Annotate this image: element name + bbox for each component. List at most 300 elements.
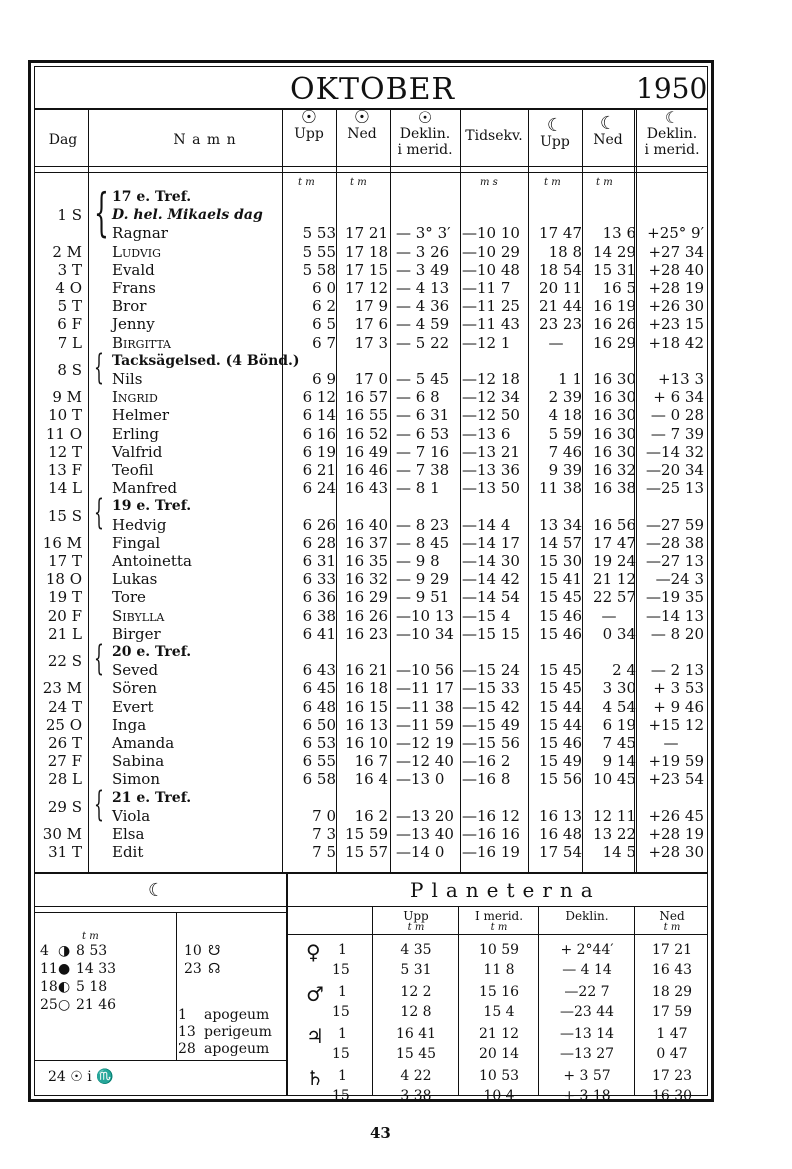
grid-hline [34,872,708,874]
sun-rise: 6 14 [302,406,336,425]
sun-decl: — 9 51 [396,588,450,607]
day-label: 4 O [55,279,82,297]
sun-rise: 6 58 [302,770,336,789]
moon-rise: 9 39 [548,461,582,479]
time-eq: —15 33 [462,679,520,698]
day-name: Seved [112,661,159,680]
sun-set: 16 57 [345,388,388,407]
sun-rise: 6 38 [302,606,336,625]
planet-mer: 20 14 [478,1046,520,1062]
sun-rise: 6 43 [302,661,336,680]
day-name: Hedvig [112,515,167,534]
sun-decl: —10 34 [396,624,454,643]
day-label: 31 T [48,843,82,862]
moon-set: 10 45 [593,770,636,789]
sun-rise: 6 55 [302,752,336,771]
moon-rise: 23 23 [539,315,582,334]
sun-decl: — 6 31 [396,406,450,425]
day-row [38,443,708,461]
moon-rise: 5 59 [548,424,582,443]
sun-decl: — 9 8 [396,552,440,570]
planet-dec: —23 44 [559,1004,615,1020]
moon-rise: 1 1 [558,370,582,388]
phase-time: 8 53 [76,943,108,959]
sun-set: 16 49 [345,442,388,461]
day-name: Elsa [112,825,145,843]
grid-hline [34,912,286,913]
sun-rise: 7 3 [312,825,336,843]
day-name: Evert [112,697,154,716]
note-text: 21 e. Tref. [112,789,192,806]
moon-rise: 2 39 [548,388,582,407]
day-row [38,334,708,352]
planet-dec: —22 7 [564,984,610,1000]
day-row [38,552,708,570]
sun-rise: 5 53 [302,224,336,243]
header-moon-decl: ☾ Deklin. i merid. [644,108,700,158]
moon-rise: 17 54 [539,843,582,862]
moon-decl: +28 19 [648,825,704,843]
sun-set: 16 18 [345,679,388,698]
sun-rise: 6 9 [312,370,336,388]
planet-up: 16 41 [395,1026,437,1042]
moon-set: 4 54 [602,697,636,716]
moon-set: 6 19 [602,715,636,734]
moon-decl: —27 59 [646,515,704,534]
moon-rise: 15 45 [539,679,582,698]
planet-up: 4 35 [400,942,432,958]
moon-decl: + 9 46 [653,697,704,716]
moon-set: 16 30 [593,370,636,388]
phase-time: 14 33 [76,961,117,977]
sun-decl: —13 0 [396,770,445,789]
time-eq: —14 30 [462,552,520,570]
sun-decl: — 5 45 [396,370,450,388]
moon-rise: 15 44 [539,715,582,734]
planet-ned: 1 47 [656,1026,688,1042]
moon-set: 14 5 [602,843,636,862]
header-moon-up: ☾ Upp [540,115,570,150]
day-label: 5 T [57,297,82,316]
sun-decl: — 5 22 [396,333,450,352]
moon-rise: 20 11 [539,279,582,297]
sun-set: 16 40 [345,515,388,534]
sun-rise: 7 0 [312,806,336,825]
day-label: 28 L [48,770,82,789]
moon-set: 13 22 [593,825,636,843]
day-label: 1 S [57,206,82,225]
units-moon-up: t m [544,177,561,188]
moon-set: 9 14 [602,752,636,771]
sun-rise: 6 53 [302,734,336,752]
time-eq: —10 48 [462,260,520,279]
day-name: Inga [112,715,147,734]
moon-decl: +23 15 [648,315,704,334]
brace: { [94,493,104,534]
sun-rise: 6 24 [302,479,336,498]
day-row [38,315,708,333]
sun-decl: — 3 26 [396,242,450,261]
time-eq: —16 8 [462,770,511,789]
planet-mer: 15 4 [483,1004,515,1020]
sun-decl: — 8 45 [396,533,450,552]
sun-set: 16 2 [354,806,388,825]
time-eq: —12 34 [462,388,520,407]
note-text: Tacksägelsed. (4 Bönd.) [112,352,300,369]
moon-decl: +28 19 [648,279,704,297]
header-sun-decl: ☉ Deklin. i merid. [397,108,453,158]
planet-icon: ♂ [306,982,324,1006]
day-name: Birger [112,624,161,643]
planet-day1: 1 [338,1068,347,1084]
day-name: Simon [112,770,160,789]
day-name: Erling [112,424,159,443]
sun-rise: 5 55 [302,242,336,261]
header-sun-up: ☉ Upp [294,107,324,142]
moon-rise: 4 18 [548,406,582,425]
day-name: Lukas [112,570,158,589]
sun-decl: —14 0 [396,843,445,862]
planet-col-units: t m [490,922,508,933]
sun-decl: —10 56 [396,661,454,680]
sun-decl: — 7 38 [396,461,450,479]
moon-set: 16 19 [593,297,636,316]
day-label: 12 T [48,442,82,461]
day-row [38,843,708,861]
page-number: 43 [370,1124,391,1142]
phase-icon: ● [58,961,71,977]
day-name: Evald [112,260,155,279]
sun-rise: 6 21 [302,461,336,479]
planet-col-units: t m [663,922,681,933]
moon-rise: 15 41 [539,570,582,589]
day-name: Valfrid [112,442,163,461]
moon-set: 13 6 [602,224,636,243]
time-eq: —14 17 [462,533,520,552]
sun-rise: 6 41 [302,624,336,643]
sun-rise: 6 50 [302,715,336,734]
time-eq: —13 50 [462,479,520,498]
sun-decl: —12 19 [396,734,454,752]
sun-rise: 7 5 [312,843,336,862]
day-label: 16 M [42,533,82,552]
day-name: Teofil [112,461,154,479]
sun-rise: 6 45 [302,679,336,698]
day-name: Jenny [112,315,155,334]
sun-rise: 6 48 [302,697,336,716]
moon-set: 15 31 [593,260,636,279]
note-text: 19 e. Tref. [112,498,192,515]
phase-icon: ◐ [58,979,71,995]
day-name: Antoinetta [112,552,192,570]
moon-decl: —28 38 [646,533,704,552]
sun-set: 16 7 [354,752,388,771]
moon-decl: +26 45 [648,806,704,825]
planet-icon: ♀ [306,940,321,964]
moon-set: 16 5 [602,279,636,297]
day-row [38,679,708,697]
sun-decl: — 4 36 [396,297,450,316]
node-icon: ☊ [208,961,221,977]
moon-section-title: ☾ [148,880,165,901]
day-row [38,388,708,406]
sun-decl: — 3° 3′ [396,224,451,243]
moon-rise: 18 54 [539,260,582,279]
month-title: OKTOBER [290,72,456,107]
moon-decl: — 8 20 [650,624,704,643]
moon-decl: +26 30 [648,297,704,316]
day-name: Ingrid [112,388,158,407]
day-name: Ludvig [112,242,161,261]
phase-day: 4 [40,943,49,959]
moon-decl: —20 34 [646,461,704,479]
moon-decl: — 2 13 [650,661,704,680]
day-row [38,406,708,424]
sun-decl: — 6 53 [396,424,450,443]
sun-decl: — 8 1 [396,479,440,498]
sun-rise: 6 26 [302,515,336,534]
day-label: 14 L [48,479,82,498]
day-row [38,752,708,770]
node-icon: ☋ [208,943,221,959]
sun-decl: — 6 8 [396,388,440,407]
day-label: 13 F [47,461,82,479]
planet-day2: 15 [332,1088,350,1104]
planet-col-units: t m [407,922,425,933]
apsis-label: apogeum [204,1007,270,1023]
moon-rise: — [548,333,564,352]
moon-decl: —14 32 [646,442,704,461]
time-eq: —11 43 [462,315,520,334]
sun-rise: 6 33 [302,570,336,589]
moon-set: 21 12 [593,570,636,589]
planet-ned: 17 23 [651,1068,693,1084]
note-text: 17 e. Tref. [112,189,192,205]
time-eq: —15 4 [462,606,511,625]
day-row [38,243,708,261]
moon-set: 0 34 [602,624,636,643]
moon-rise: 16 13 [539,806,582,825]
planet-day2: 15 [332,962,350,978]
planet-col-header: I merid. [474,909,524,923]
phase-time: 21 46 [76,997,117,1013]
moon-rise: 11 38 [539,479,582,498]
sun-set: 15 57 [345,843,388,862]
moon-decl: — 0 28 [650,406,704,425]
sun-decl: — 7 16 [396,442,450,461]
moon-decl: —27 13 [646,552,704,570]
moon-rise: 17 47 [539,224,582,243]
day-label: 15 S [47,506,82,525]
moon-rise: 15 45 [539,588,582,607]
sun-rise: 6 2 [312,297,336,316]
day-name: Amanda [112,734,175,752]
planet-dec: —13 27 [559,1046,615,1062]
moon-set: 17 47 [593,533,636,552]
planet-icon: ♄ [306,1066,324,1090]
apsis-day: 1 [178,1007,187,1023]
grid-hline [34,1060,286,1061]
moon-decl: —25 13 [646,479,704,498]
sun-set: 16 52 [345,424,388,443]
moon-rise: 15 30 [539,552,582,570]
day-name: Viola [112,806,151,825]
node-day: 23 [184,961,202,977]
moon-set: 16 32 [593,461,636,479]
moon-set: 16 30 [593,406,636,425]
header-dag: Dag [48,132,78,148]
day-row [38,825,708,843]
sun-set: 16 23 [345,624,388,643]
sun-set: 16 55 [345,406,388,425]
day-row [38,698,708,716]
sun-set: 15 59 [345,825,388,843]
day-label: 19 T [48,588,82,607]
apsis-label: apogeum [204,1041,270,1057]
time-eq: —15 15 [462,624,520,643]
day-name: Helmer [112,406,170,425]
brace: { [94,183,109,243]
header-moon-down: ☾ Ned [593,113,623,148]
moon-rise: 13 34 [539,515,582,534]
sun-decl: —12 40 [396,752,454,771]
planet-mer: 10 53 [478,1068,520,1084]
day-name: Birgitta [112,333,172,352]
day-row [38,588,708,606]
planet-ned: 16 30 [651,1088,693,1104]
day-label: 21 L [48,624,82,643]
phase-day: 11 [40,961,58,977]
brace: { [94,639,104,679]
day-label: 7 L [57,333,82,352]
planets-section-title: Planeterna [410,878,601,902]
moon-decl: —24 3 [655,570,704,589]
time-eq: —10 29 [462,242,520,261]
moon-set: 19 24 [593,552,636,570]
sun-set: 17 15 [345,260,388,279]
day-label: 10 T [48,406,82,425]
planet-up: 12 8 [400,1004,432,1020]
moon-set: 16 26 [593,315,636,334]
planet-day1: 1 [338,984,347,1000]
moon-set: 22 57 [593,588,636,607]
sun-set: 16 35 [345,552,388,570]
day-label: 27 F [47,752,82,771]
sun-set: 16 10 [345,734,388,752]
planet-icon: ♃ [306,1024,324,1048]
planet-dec: + 3 18 [563,1088,611,1104]
time-eq: —11 25 [462,297,520,316]
day-label: 26 T [48,734,82,752]
grid-vline [286,872,288,1096]
planet-mer: 21 12 [478,1026,520,1042]
day-row [38,625,708,643]
planet-ned: 0 47 [656,1046,688,1062]
time-eq: —11 7 [462,279,511,297]
time-eq: —15 42 [462,697,520,716]
sun-decl: —13 40 [396,825,454,843]
header-time-eq: Tidsekv. [465,128,523,144]
day-label: 23 M [42,679,82,698]
moon-decl: +13 3 [658,370,704,388]
units-moon-down: t m [596,177,613,188]
planet-mer: 10 4 [483,1088,515,1104]
sun-entry: 24 ☉ i ♏ [48,1069,114,1085]
sun-set: 17 18 [345,242,388,261]
node-day: 10 [184,943,202,959]
time-eq: —15 49 [462,715,520,734]
day-name: Ragnar [112,224,168,243]
sun-rise: 6 12 [302,388,336,407]
day-row [38,716,708,734]
planet-ned: 16 43 [651,962,693,978]
moon-rise: 16 48 [539,825,582,843]
moon-rise: 21 44 [539,297,582,316]
time-eq: —16 16 [462,825,520,843]
moon-decl: +23 54 [648,770,704,789]
moon-decl: —14 13 [646,606,704,625]
day-label: 25 O [45,715,82,734]
moon-set: 16 29 [593,333,636,352]
day-label: 2 M [52,242,82,261]
sun-set: 16 46 [345,461,388,479]
moon-set: 16 56 [593,515,636,534]
day-name: Edit [112,843,144,862]
day-label: 20 F [47,606,82,625]
day-row [38,425,708,443]
time-eq: —16 2 [462,752,511,771]
sun-set: 16 26 [345,606,388,625]
planet-ned: 17 21 [651,942,693,958]
day-label: 17 T [48,552,82,570]
day-label: 22 S [47,652,82,671]
planet-dec: —13 14 [559,1026,615,1042]
sun-decl: — 4 13 [396,279,450,297]
day-row [38,734,708,752]
phase-icon: ◑ [58,943,71,959]
day-name: Nils [112,370,143,388]
sun-rise: 6 28 [302,533,336,552]
day-label: 11 O [45,424,82,443]
note-text: D. hel. Mikaels dag [112,207,263,224]
moon-rise: 15 56 [539,770,582,789]
phase-time: 5 18 [76,979,108,995]
moon-rise: 7 46 [548,442,582,461]
units-sun-down: t m [350,177,367,188]
moon-set: 3 30 [602,679,636,698]
moon-set: 16 30 [593,388,636,407]
day-row [38,570,708,588]
planet-day2: 15 [332,1004,350,1020]
sun-rise: 6 36 [302,588,336,607]
moon-set: 14 29 [593,242,636,261]
sun-rise: 5 58 [302,260,336,279]
moon-decl: — 7 39 [650,424,704,443]
moon-decl: +15 12 [648,715,704,734]
day-label: 8 S [57,360,82,379]
units-sun-up: t m [298,177,315,188]
moon-rise: 15 46 [539,606,582,625]
grid-vline [176,912,177,1060]
moon-set: 16 30 [593,442,636,461]
sun-set: 17 12 [345,279,388,297]
day-name: Bror [112,297,147,316]
sun-decl: — 8 23 [396,515,450,534]
moon-decl: +28 30 [648,843,704,862]
sun-decl: — 3 49 [396,260,450,279]
sun-decl: —11 38 [396,697,454,716]
time-eq: —13 6 [462,424,511,443]
